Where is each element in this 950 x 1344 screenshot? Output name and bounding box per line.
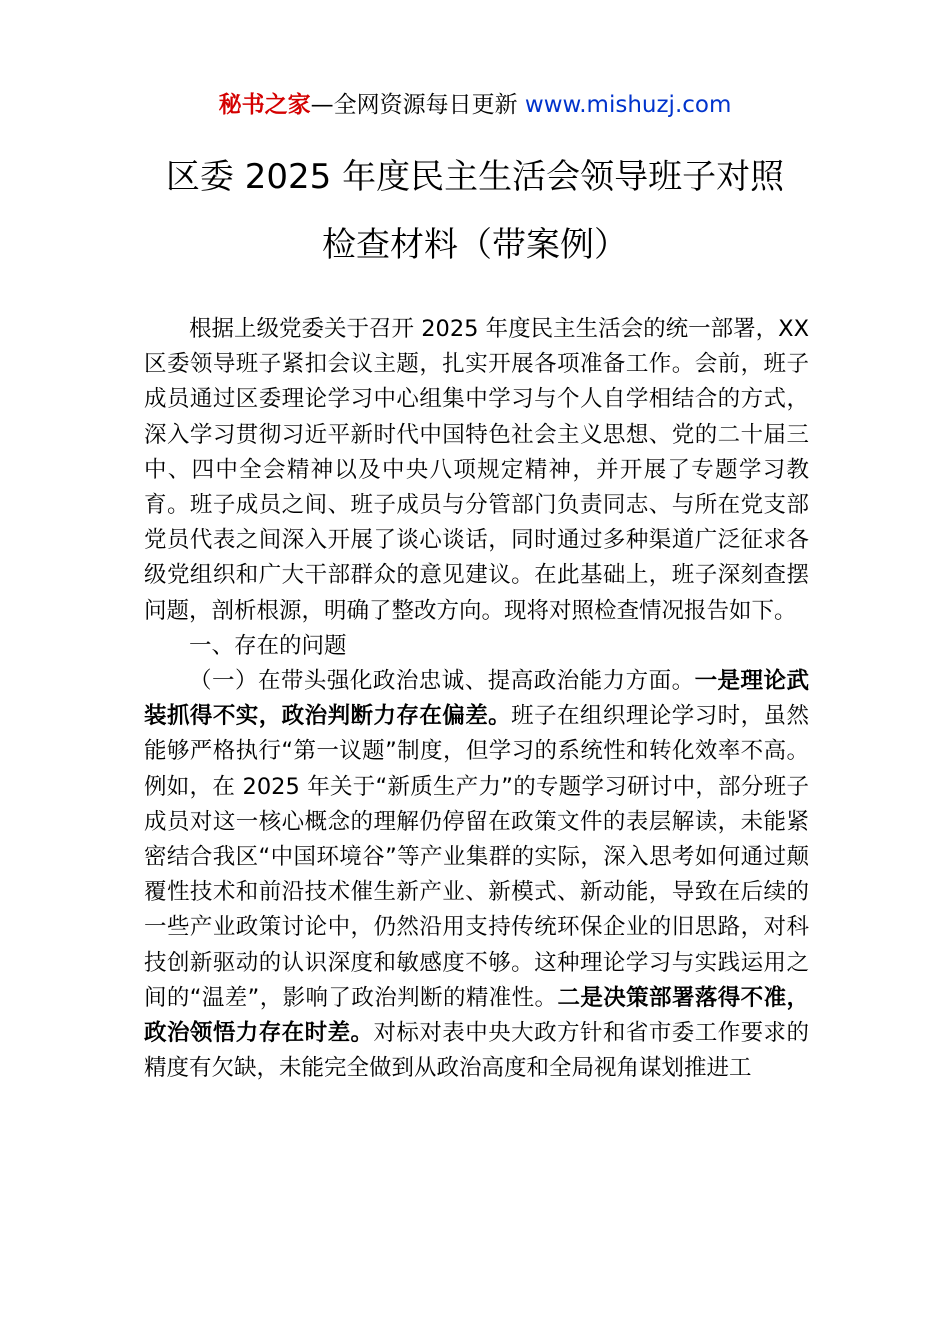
intro-paragraph: 根据上级党委关于召开 2025 年度民主生活会的统一部署，XX 区委领导班子紧扣会议主题，扎实开展各项准备工作。会前，班子成员通过区委理论学习中心组集中学习与个人自学相结合的方式，深入学习贯彻习近平新时代中国特色社会主义思想、党的二十届三中、四中全会精神以及中央八项规定精神，并开展了专题学习教育。班子成员之间、班子成员与分管部门负责同志、与所在党支部党员代表之间深入开展了谈心谈话，同时通过多种渠道广泛征求各级党组织和广大干部群众的意见建议。在此基础上，班子深刻查摆问题，剖析根源，明确了整改方向。现将对照检查情况报告如下。 bbox=[144, 316, 809, 624]
section-heading: 一、存在的问题 bbox=[189, 632, 347, 659]
document-title-line-1: 区委 2025 年度民主生活会领导班子对照 bbox=[165, 157, 785, 197]
point-1-text: 班子在组织理论学习时，虽然能够严格执行“第一议题”制度，但学习的系统性和转化效率不高。例如，在 2025 年关于“新质生产力”的专题学习研讨中，部分班子成员对这一核心概念的理解仍停留在政策文件的表层解读，未能紧密结合我区“中国环境谷”等产业集群的实际，深入思考如何通过颠覆性技术和前沿技术催生新产业、新模式、新动能，导致在后续的一些产业政策讨论中，仍然沿用支持传统环保企业的旧思路，对科技创新驱动的认识深度和敏感度不够。这种理论学习与实践运用之间的“温差”，影响了政治判断的精准性。 bbox=[144, 703, 809, 1011]
document-title-line-2: 检查材料（带案例） bbox=[322, 225, 628, 265]
point-2-text: 对标对表中央大政方针和省市委工作要求的精度有欠缺，未能完全做到从政治高度和全局视角谋划推进工 bbox=[144, 1020, 809, 1082]
document-body bbox=[144, 312, 809, 1086]
problem-paragraph bbox=[144, 664, 809, 1086]
site-header bbox=[0, 88, 950, 122]
site-url-link[interactable]: www.mishuzj.com bbox=[524, 92, 732, 118]
subsection-heading: （一）在带头强化政治忠诚、提高政治能力方面。 bbox=[189, 668, 695, 695]
point-2-heading: 二是决策部署落得不准，政治领悟力存在时差。 bbox=[144, 984, 809, 1047]
point-1-heading: 一是理论武装抓得不实，政治判断力存在偏差。 bbox=[144, 668, 809, 730]
brand-name: 秘书之家 bbox=[218, 92, 311, 118]
header-tagline: —全网资源每日更新 bbox=[310, 92, 525, 118]
